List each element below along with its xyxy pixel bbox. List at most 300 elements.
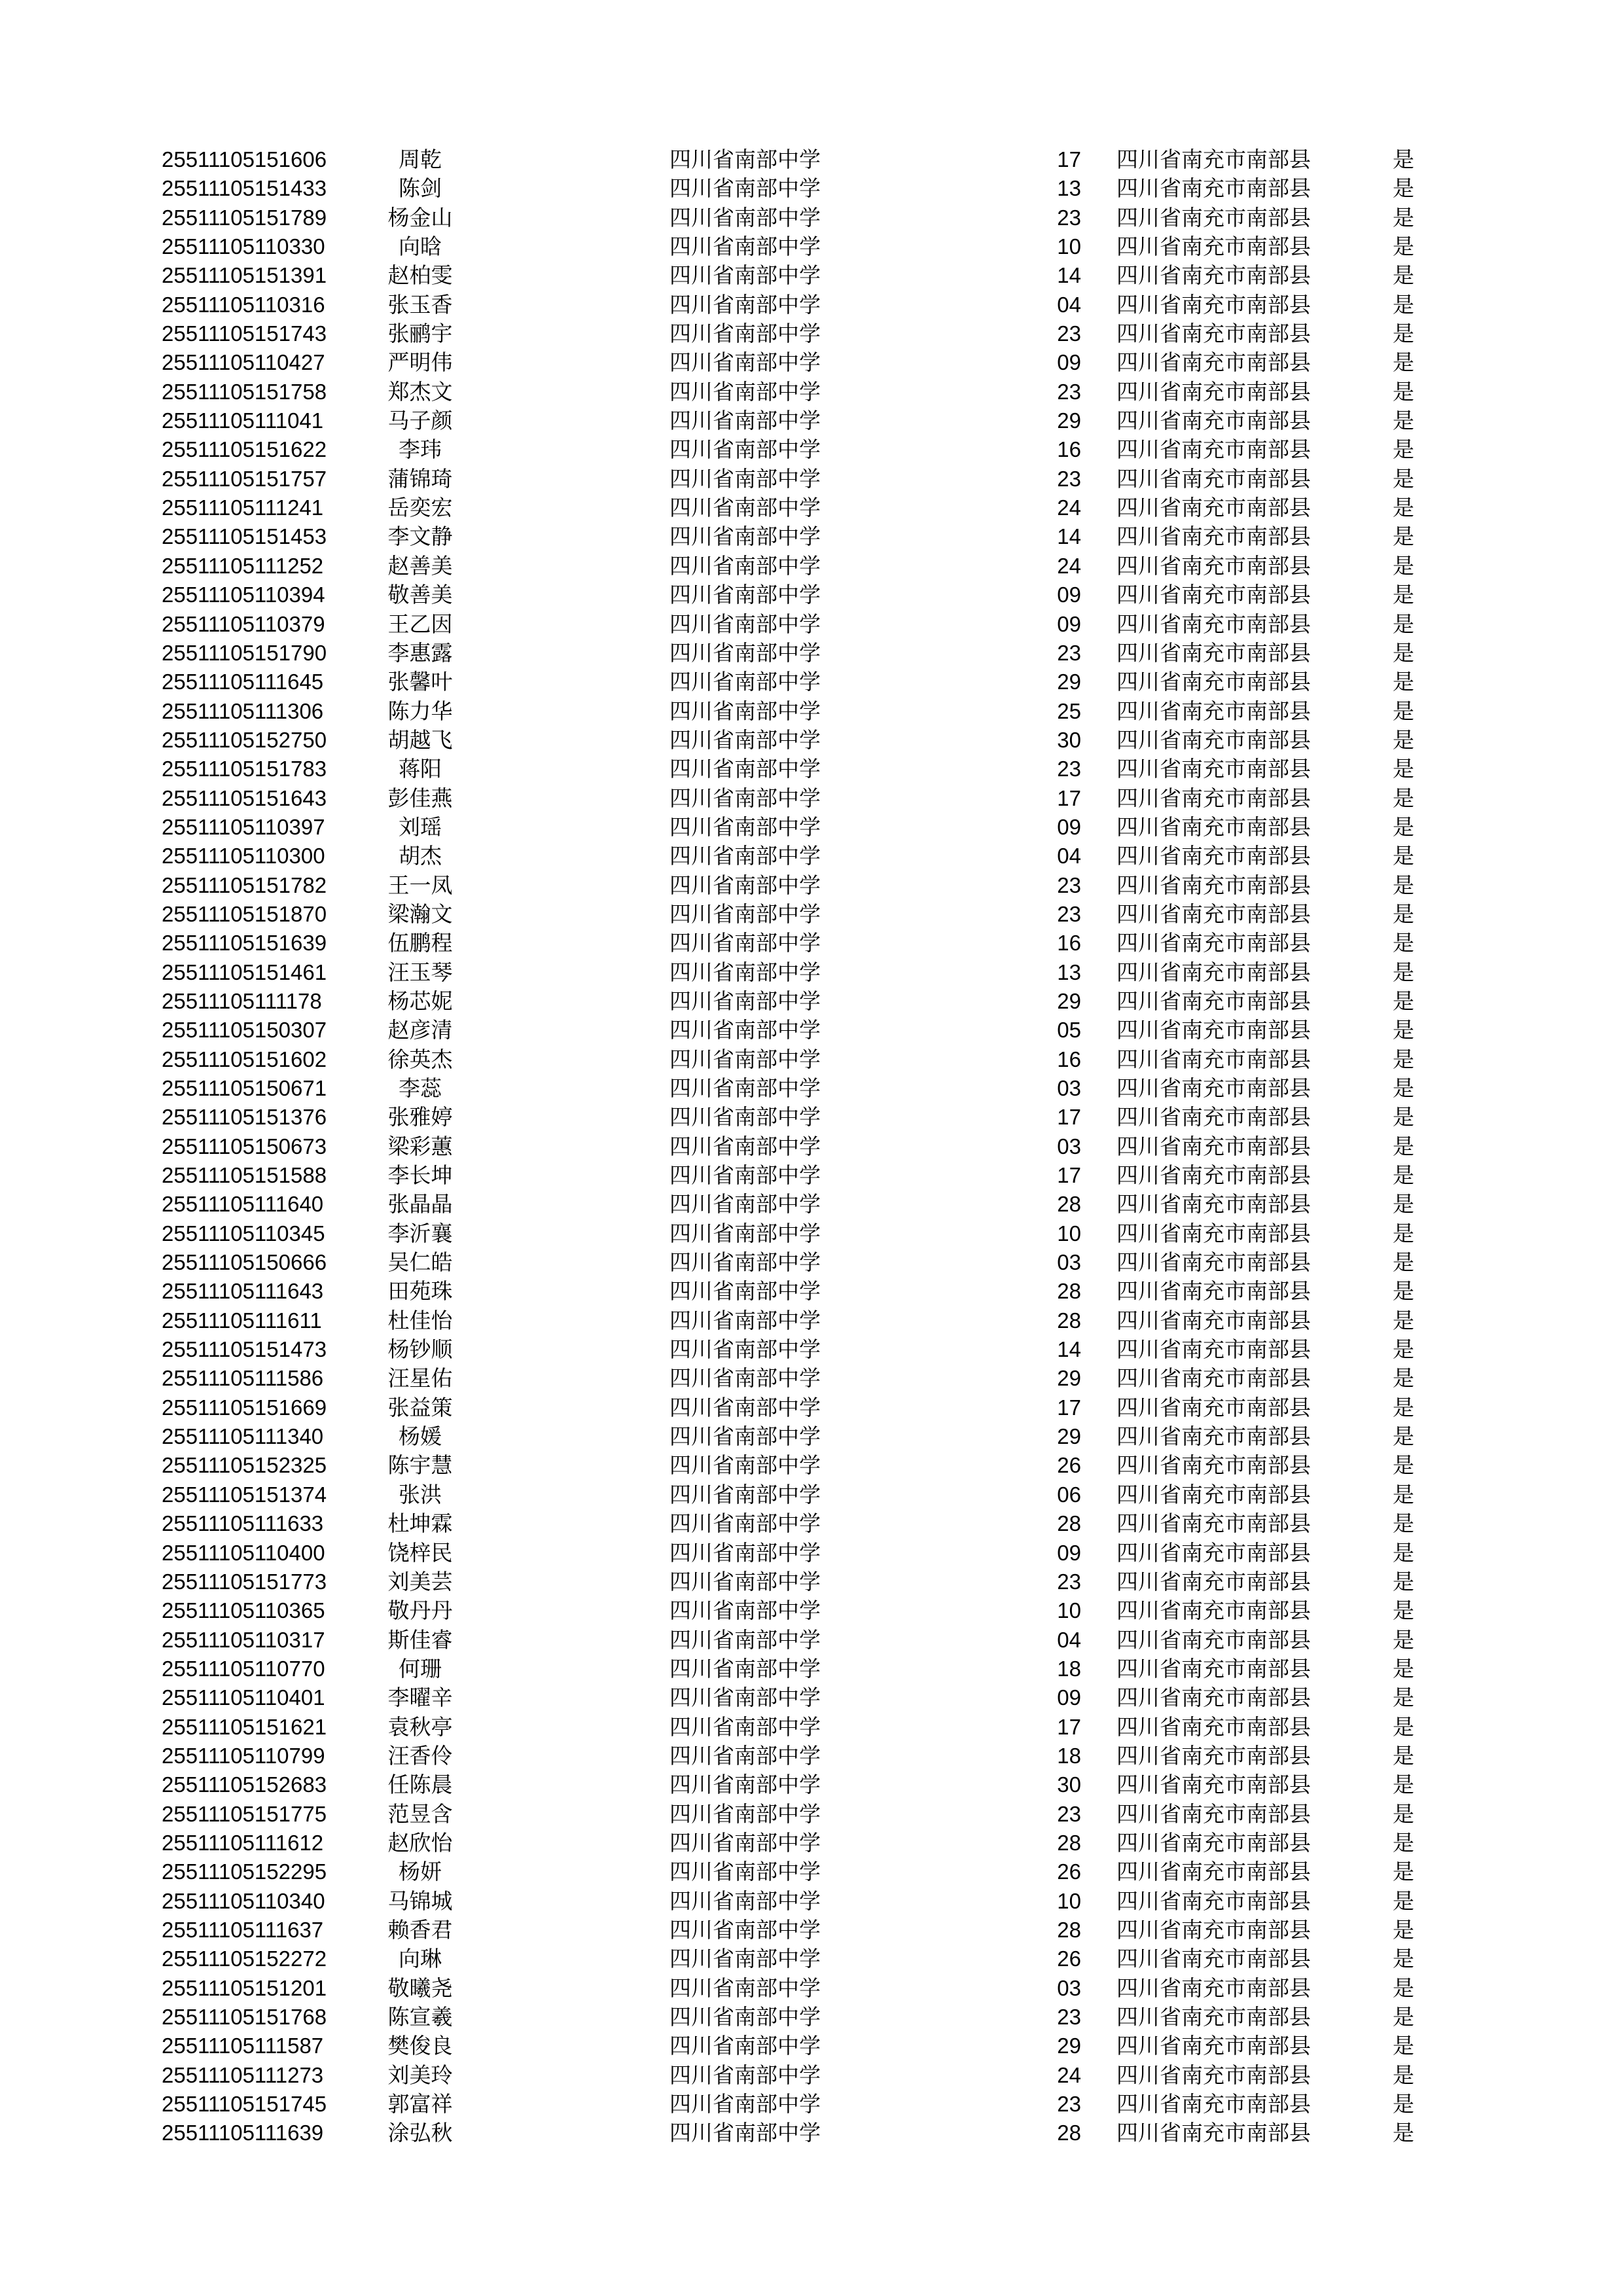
region-cell: 四川省南充市南部县 [1116, 176, 1311, 201]
table-row [0, 2003, 1623, 2032]
school-cell: 四川省南部中学 [669, 960, 821, 984]
status-flag-cell: 是 [1393, 872, 1414, 897]
school-cell: 四川省南部中学 [669, 408, 821, 433]
table-row [0, 1248, 1623, 1277]
student-name-text: 刘美玲 [387, 2062, 453, 2087]
student-name-text: 杨钞顺 [387, 1337, 453, 1362]
school-cell: 四川省南部中学 [669, 1859, 821, 1884]
student-id-cell: 25511105111640 [162, 1192, 324, 1217]
student-name-text: 胡越飞 [387, 727, 453, 752]
table-row [0, 348, 1623, 377]
status-flag-cell: 是 [1393, 1105, 1414, 1130]
table-row [0, 2061, 1623, 2090]
student-name-text: 李文静 [387, 524, 453, 549]
table-row [0, 1277, 1623, 1306]
school-cell: 四川省南部中学 [669, 1801, 821, 1826]
class-number-cell: 09 [1057, 814, 1081, 839]
status-flag-cell: 是 [1393, 1366, 1414, 1391]
table-row [0, 581, 1623, 609]
school-cell: 四川省南部中学 [669, 1192, 821, 1217]
class-number-cell: 10 [1057, 1888, 1081, 1913]
school-cell: 四川省南部中学 [669, 1279, 821, 1304]
school-cell: 四川省南部中学 [669, 1772, 821, 1797]
class-number-cell: 10 [1057, 1598, 1081, 1623]
region-cell: 四川省南充市南部县 [1116, 1221, 1311, 1246]
student-id-cell: 25511105111612 [162, 1830, 324, 1855]
region-cell: 四川省南充市南部县 [1116, 1656, 1311, 1681]
class-number-cell: 23 [1057, 466, 1081, 491]
student-id-cell: 25511105151621 [162, 1714, 327, 1739]
table-row [0, 261, 1623, 290]
school-cell: 四川省南部中学 [669, 583, 821, 607]
status-flag-cell: 是 [1393, 1424, 1414, 1449]
table-row [0, 1887, 1623, 1916]
student-name-text: 蒲锦琦 [387, 466, 453, 491]
region-cell: 四川省南充市南部县 [1116, 2121, 1311, 2145]
student-id-cell: 25511105151201 [162, 1975, 327, 2000]
school-cell: 四川省南部中学 [669, 727, 821, 752]
status-flag-cell: 是 [1393, 1772, 1414, 1797]
region-cell: 四川省南充市南部县 [1116, 1482, 1311, 1507]
table-row [0, 784, 1623, 813]
class-number-cell: 29 [1057, 1424, 1081, 1449]
table-row [0, 1219, 1623, 1248]
school-cell: 四川省南部中学 [669, 698, 821, 723]
region-cell: 四川省南充市南部县 [1116, 727, 1311, 752]
table-row [0, 1539, 1623, 1568]
class-number-cell: 23 [1057, 2005, 1081, 2029]
region-cell: 四川省南充市南部县 [1116, 1830, 1311, 1855]
class-number-cell: 23 [1057, 205, 1081, 230]
table-row [0, 958, 1623, 987]
school-cell: 四川省南部中学 [669, 2121, 821, 2145]
table-row [0, 2090, 1623, 2119]
region-cell: 四川省南充市南部县 [1116, 495, 1311, 520]
school-cell: 四川省南部中学 [669, 205, 821, 230]
region-cell: 四川省南充市南部县 [1116, 437, 1311, 462]
school-cell: 四川省南部中学 [669, 292, 821, 317]
student-name-text: 敬丹丹 [387, 1598, 453, 1623]
region-cell: 四川省南充市南部县 [1116, 1337, 1311, 1362]
school-cell: 四川省南部中学 [669, 1453, 821, 1478]
status-flag-cell: 是 [1393, 263, 1414, 288]
region-cell: 四川省南充市南部县 [1116, 931, 1311, 956]
class-number-cell: 04 [1057, 292, 1081, 317]
school-cell: 四川省南部中学 [669, 1018, 821, 1043]
school-cell: 四川省南部中学 [669, 931, 821, 956]
region-cell: 四川省南充市南部县 [1116, 1511, 1311, 1536]
class-number-cell: 09 [1057, 611, 1081, 636]
student-name-text: 马子颜 [387, 408, 453, 433]
student-id-cell: 25511105151870 [162, 901, 327, 926]
status-flag-cell: 是 [1393, 1511, 1414, 1536]
class-number-cell: 04 [1057, 1627, 1081, 1652]
class-number-cell: 09 [1057, 1540, 1081, 1565]
student-name-text: 张鹂宇 [387, 321, 453, 346]
region-cell: 四川省南充市南部县 [1116, 1134, 1311, 1158]
student-id-cell: 25511105150671 [162, 1076, 327, 1100]
school-cell: 四川省南部中学 [669, 1424, 821, 1449]
status-flag-cell: 是 [1393, 583, 1414, 607]
student-name-text: 梁彩蕙 [387, 1134, 453, 1158]
student-name-text: 严明伟 [387, 350, 453, 375]
student-name-text: 李沂襄 [387, 1221, 453, 1246]
student-name-text: 敬善美 [387, 583, 453, 607]
school-cell: 四川省南部中学 [669, 2005, 821, 2029]
status-flag-cell: 是 [1393, 611, 1414, 636]
student-name-text: 王一凤 [387, 872, 453, 897]
class-number-cell: 25 [1057, 698, 1081, 723]
status-flag-cell: 是 [1393, 321, 1414, 346]
class-number-cell: 23 [1057, 1569, 1081, 1594]
status-flag-cell: 是 [1393, 2092, 1414, 2117]
table-row [0, 1190, 1623, 1219]
student-id-cell: 25511105111645 [162, 670, 324, 694]
school-cell: 四川省南部中学 [669, 872, 821, 897]
student-id-cell: 25511105111611 [162, 1308, 322, 1333]
region-cell: 四川省南充市南部县 [1116, 1975, 1311, 2000]
status-flag-cell: 是 [1393, 814, 1414, 839]
region-cell: 四川省南充市南部县 [1116, 2062, 1311, 2087]
table-row [0, 1335, 1623, 1364]
status-flag-cell: 是 [1393, 1279, 1414, 1304]
status-flag-cell: 是 [1393, 640, 1414, 665]
student-name-text: 张晶晶 [387, 1192, 453, 1217]
table-row [0, 813, 1623, 842]
region-cell: 四川省南充市南部县 [1116, 2005, 1311, 2029]
class-number-cell: 17 [1057, 1395, 1081, 1420]
status-flag-cell: 是 [1393, 785, 1414, 810]
status-flag-cell: 是 [1393, 1685, 1414, 1710]
class-number-cell: 16 [1057, 1047, 1081, 1071]
region-cell: 四川省南充市南部县 [1116, 1859, 1311, 1884]
student-id-cell: 25511105151743 [162, 321, 327, 346]
class-number-cell: 10 [1057, 234, 1081, 259]
status-flag-cell: 是 [1393, 844, 1414, 869]
student-name-text: 赖香君 [387, 1917, 453, 1942]
student-id-cell: 25511105151473 [162, 1337, 327, 1362]
class-number-cell: 28 [1057, 1279, 1081, 1304]
student-id-cell: 25511105151790 [162, 640, 327, 665]
status-flag-cell: 是 [1393, 437, 1414, 462]
class-number-cell: 17 [1057, 147, 1081, 171]
status-flag-cell: 是 [1393, 988, 1414, 1013]
region-cell: 四川省南充市南部县 [1116, 1163, 1311, 1188]
region-cell: 四川省南充市南部县 [1116, 263, 1311, 288]
school-cell: 四川省南部中学 [669, 2034, 821, 2058]
student-name-text: 伍鹏程 [387, 931, 453, 956]
status-flag-cell: 是 [1393, 350, 1414, 375]
class-number-cell: 13 [1057, 176, 1081, 201]
status-flag-cell: 是 [1393, 960, 1414, 984]
status-flag-cell: 是 [1393, 1975, 1414, 2000]
student-name-text: 蒋阳 [399, 757, 442, 781]
student-name-text: 周乾 [399, 147, 442, 171]
region-cell: 四川省南充市南部县 [1116, 2034, 1311, 2058]
student-id-cell: 25511105110300 [162, 844, 325, 869]
school-cell: 四川省南部中学 [669, 1569, 821, 1594]
school-cell: 四川省南部中学 [669, 1656, 821, 1681]
student-id-cell: 25511105110770 [162, 1656, 325, 1681]
status-flag-cell: 是 [1393, 379, 1414, 404]
class-number-cell: 28 [1057, 1192, 1081, 1217]
class-number-cell: 05 [1057, 1018, 1081, 1043]
school-cell: 四川省南部中学 [669, 1337, 821, 1362]
class-number-cell: 24 [1057, 553, 1081, 578]
student-name-text: 向晗 [399, 234, 442, 259]
student-id-cell: 25511105111241 [162, 495, 324, 520]
school-cell: 四川省南部中学 [669, 466, 821, 491]
student-id-cell: 25511105151783 [162, 757, 327, 781]
student-id-cell: 25511105111587 [162, 2034, 324, 2058]
school-cell: 四川省南部中学 [669, 379, 821, 404]
student-id-cell: 25511105150307 [162, 1018, 327, 1043]
student-name-text: 李蕊 [399, 1076, 442, 1100]
status-flag-cell: 是 [1393, 466, 1414, 491]
student-name-text: 汪玉琴 [387, 960, 453, 984]
table-row [0, 610, 1623, 639]
class-number-cell: 16 [1057, 931, 1081, 956]
school-cell: 四川省南部中学 [669, 1946, 821, 1971]
table-row [0, 1974, 1623, 2003]
student-name-text: 陈宣羲 [387, 2005, 453, 2029]
region-cell: 四川省南充市南部县 [1116, 785, 1311, 810]
status-flag-cell: 是 [1393, 1134, 1414, 1158]
student-id-cell: 25511105151433 [162, 176, 327, 201]
region-cell: 四川省南充市南部县 [1116, 960, 1311, 984]
table-row [0, 639, 1623, 668]
school-cell: 四川省南部中学 [669, 350, 821, 375]
status-flag-cell: 是 [1393, 1859, 1414, 1884]
table-row [0, 697, 1623, 726]
table-row [0, 1451, 1623, 1480]
class-number-cell: 23 [1057, 757, 1081, 781]
school-cell: 四川省南部中学 [669, 1917, 821, 1942]
region-cell: 四川省南充市南部县 [1116, 2092, 1311, 2117]
class-number-cell: 13 [1057, 960, 1081, 984]
table-row [0, 2032, 1623, 2060]
school-cell: 四川省南部中学 [669, 1888, 821, 1913]
status-flag-cell: 是 [1393, 1801, 1414, 1826]
class-number-cell: 18 [1057, 1743, 1081, 1768]
student-id-cell: 25511105151461 [162, 960, 327, 984]
table-row [0, 552, 1623, 581]
table-row [0, 145, 1623, 174]
student-id-cell: 25511105110394 [162, 583, 325, 607]
class-number-cell: 03 [1057, 1076, 1081, 1100]
region-cell: 四川省南充市南部县 [1116, 1801, 1311, 1826]
class-number-cell: 06 [1057, 1482, 1081, 1507]
student-id-cell: 25511105111586 [162, 1366, 324, 1391]
school-cell: 四川省南部中学 [669, 1076, 821, 1100]
table-row [0, 1596, 1623, 1625]
status-flag-cell: 是 [1393, 1482, 1414, 1507]
student-id-cell: 25511105152683 [162, 1772, 327, 1797]
table-row [0, 1742, 1623, 1770]
class-number-cell: 29 [1057, 988, 1081, 1013]
school-cell: 四川省南部中学 [669, 524, 821, 549]
table-row [0, 1683, 1623, 1712]
class-number-cell: 26 [1057, 1946, 1081, 1971]
school-cell: 四川省南部中学 [669, 611, 821, 636]
student-name-text: 郑杰文 [387, 379, 453, 404]
status-flag-cell: 是 [1393, 1250, 1414, 1275]
student-name-text: 陈力华 [387, 698, 453, 723]
student-id-cell: 25511105151602 [162, 1047, 327, 1071]
region-cell: 四川省南充市南部县 [1116, 1424, 1311, 1449]
table-row [0, 1800, 1623, 1829]
student-id-cell: 25511105151745 [162, 2092, 327, 2117]
table-row [0, 378, 1623, 406]
student-name-text: 何珊 [399, 1656, 442, 1681]
status-flag-cell: 是 [1393, 1598, 1414, 1623]
student-id-cell: 25511105151588 [162, 1163, 327, 1188]
status-flag-cell: 是 [1393, 1946, 1414, 1971]
status-flag-cell: 是 [1393, 1830, 1414, 1855]
class-number-cell: 04 [1057, 844, 1081, 869]
student-name-text: 彭佳燕 [387, 785, 453, 810]
student-id-cell: 25511105151773 [162, 1569, 327, 1594]
school-cell: 四川省南部中学 [669, 147, 821, 171]
region-cell: 四川省南充市南部县 [1116, 408, 1311, 433]
school-cell: 四川省南部中学 [669, 1540, 821, 1565]
table-row [0, 1074, 1623, 1103]
status-flag-cell: 是 [1393, 1917, 1414, 1942]
status-flag-cell: 是 [1393, 2062, 1414, 2087]
student-name-text: 岳奕宏 [387, 495, 453, 520]
table-row [0, 1857, 1623, 1886]
status-flag-cell: 是 [1393, 1018, 1414, 1043]
student-name-text: 胡杰 [399, 844, 442, 869]
region-cell: 四川省南充市南部县 [1116, 1917, 1311, 1942]
student-id-cell: 25511105150666 [162, 1250, 327, 1275]
status-flag-cell: 是 [1393, 1308, 1414, 1333]
school-cell: 四川省南部中学 [669, 1105, 821, 1130]
status-flag-cell: 是 [1393, 1627, 1414, 1652]
school-cell: 四川省南部中学 [669, 1511, 821, 1536]
class-number-cell: 24 [1057, 2062, 1081, 2087]
school-cell: 四川省南部中学 [669, 1134, 821, 1158]
class-number-cell: 23 [1057, 379, 1081, 404]
student-id-cell: 25511105150673 [162, 1134, 327, 1158]
region-cell: 四川省南充市南部县 [1116, 1018, 1311, 1043]
school-cell: 四川省南部中学 [669, 1830, 821, 1855]
student-name-text: 杨芯妮 [387, 988, 453, 1013]
student-name-text: 汪星佑 [387, 1366, 453, 1391]
class-number-cell: 09 [1057, 583, 1081, 607]
region-cell: 四川省南充市南部县 [1116, 1627, 1311, 1652]
table-row [0, 1509, 1623, 1538]
student-id-cell: 25511105151768 [162, 2005, 327, 2029]
student-id-cell: 25511105151374 [162, 1482, 327, 1507]
table-row [0, 1422, 1623, 1451]
school-cell: 四川省南部中学 [669, 437, 821, 462]
table-row [0, 465, 1623, 493]
student-name-text: 张洪 [399, 1482, 442, 1507]
table-row [0, 1568, 1623, 1596]
school-cell: 四川省南部中学 [669, 1221, 821, 1246]
class-number-cell: 28 [1057, 1308, 1081, 1333]
school-cell: 四川省南部中学 [669, 1250, 821, 1275]
student-name-text: 赵柏雯 [387, 263, 453, 288]
class-number-cell: 23 [1057, 321, 1081, 346]
school-cell: 四川省南部中学 [669, 1163, 821, 1188]
school-cell: 四川省南部中学 [669, 1047, 821, 1071]
status-flag-cell: 是 [1393, 1076, 1414, 1100]
table-row [0, 174, 1623, 203]
student-id-cell: 25511105111643 [162, 1279, 324, 1304]
region-cell: 四川省南充市南部县 [1116, 350, 1311, 375]
table-row [0, 929, 1623, 958]
region-cell: 四川省南充市南部县 [1116, 147, 1311, 171]
school-cell: 四川省南部中学 [669, 2092, 821, 2117]
student-id-cell: 25511105111637 [162, 1917, 324, 1942]
student-name-text: 赵善美 [387, 553, 453, 578]
student-id-cell: 25511105152325 [162, 1453, 327, 1478]
status-flag-cell: 是 [1393, 292, 1414, 317]
status-flag-cell: 是 [1393, 1337, 1414, 1362]
student-name-text: 敬曦尧 [387, 1975, 453, 2000]
student-id-cell: 25511105111041 [162, 408, 324, 433]
student-name-text: 刘瑶 [399, 814, 442, 839]
class-number-cell: 29 [1057, 670, 1081, 694]
school-cell: 四川省南部中学 [669, 321, 821, 346]
student-name-text: 李玮 [399, 437, 442, 462]
table-row [0, 1916, 1623, 1945]
school-cell: 四川省南部中学 [669, 1714, 821, 1739]
status-flag-cell: 是 [1393, 1540, 1414, 1565]
class-number-cell: 24 [1057, 495, 1081, 520]
region-cell: 四川省南充市南部县 [1116, 1047, 1311, 1071]
table-row [0, 755, 1623, 783]
status-flag-cell: 是 [1393, 1221, 1414, 1246]
region-cell: 四川省南充市南部县 [1116, 205, 1311, 230]
region-cell: 四川省南充市南部县 [1116, 1772, 1311, 1797]
student-name-text: 袁秋亭 [387, 1714, 453, 1739]
region-cell: 四川省南充市南部县 [1116, 698, 1311, 723]
student-id-cell: 25511105151758 [162, 379, 327, 404]
region-cell: 四川省南充市南部县 [1116, 1366, 1311, 1391]
student-name-text: 杨媛 [399, 1424, 442, 1449]
school-cell: 四川省南部中学 [669, 1308, 821, 1333]
region-cell: 四川省南充市南部县 [1116, 1308, 1311, 1333]
table-row [0, 1045, 1623, 1074]
status-flag-cell: 是 [1393, 1743, 1414, 1768]
student-name-text: 张玉香 [387, 292, 453, 317]
class-number-cell: 09 [1057, 350, 1081, 375]
region-cell: 四川省南充市南部县 [1116, 1453, 1311, 1478]
student-id-cell: 25511105151782 [162, 872, 327, 897]
class-number-cell: 09 [1057, 1685, 1081, 1710]
student-name-text: 张馨叶 [387, 670, 453, 694]
student-id-cell: 25511105151453 [162, 524, 327, 549]
school-cell: 四川省南部中学 [669, 844, 821, 869]
student-id-cell: 25511105151757 [162, 466, 327, 491]
student-id-cell: 25511105111639 [162, 2121, 324, 2145]
table-row [0, 1393, 1623, 1422]
student-name-text: 田苑珠 [387, 1279, 453, 1304]
student-id-cell: 25511105111633 [162, 1511, 324, 1536]
region-cell: 四川省南充市南部县 [1116, 524, 1311, 549]
student-name-text: 徐英杰 [387, 1047, 453, 1071]
status-flag-cell: 是 [1393, 901, 1414, 926]
school-cell: 四川省南部中学 [669, 814, 821, 839]
table-row [0, 2119, 1623, 2147]
student-id-cell: 25511105110345 [162, 1221, 325, 1246]
region-cell: 四川省南充市南部县 [1116, 234, 1311, 259]
table-row [0, 522, 1623, 551]
student-id-cell: 25511105151622 [162, 437, 327, 462]
